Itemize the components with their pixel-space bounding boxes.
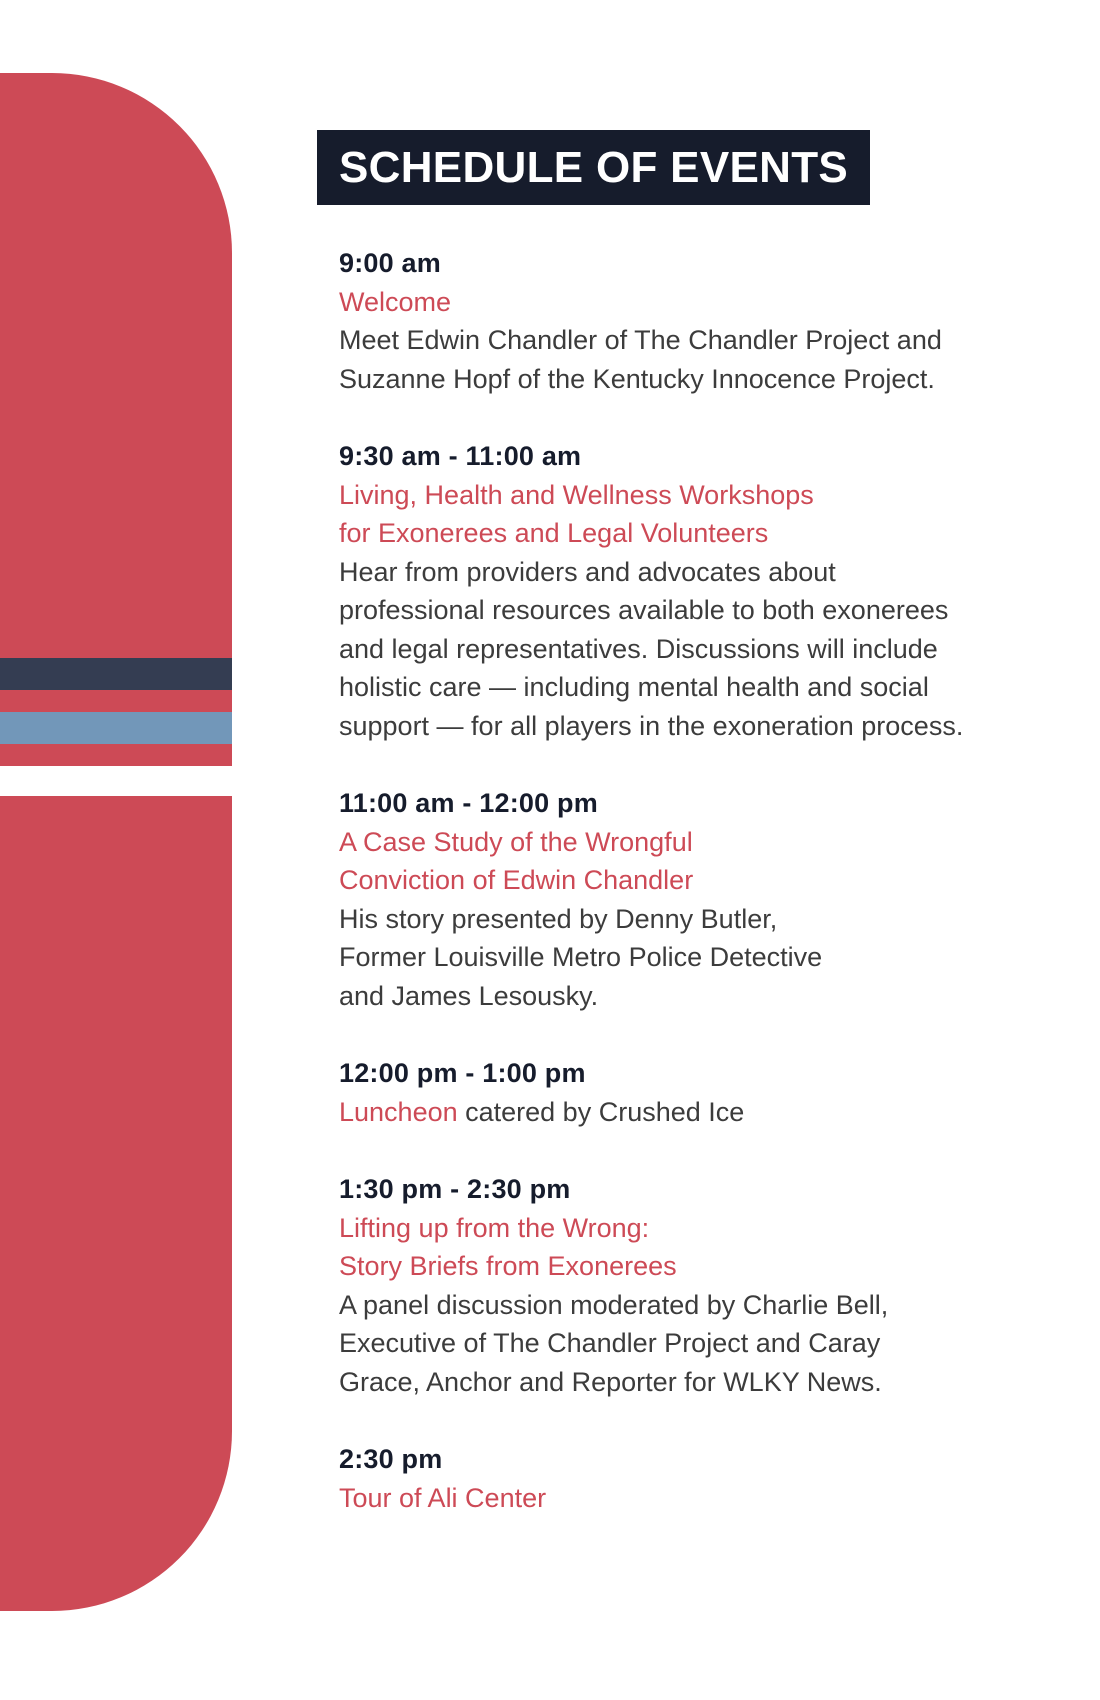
event-item <box>339 244 1079 398</box>
event-description: holistic care — including mental health and social <box>339 672 929 702</box>
event-description: support — for all players in the exoneration process. <box>339 710 964 741</box>
event-title: Living, Health and Wellness Workshops <box>339 479 814 510</box>
event-description: Meet Edwin Chandler of The Chandler Project and <box>339 325 942 355</box>
event-time: 2:30 pm <box>339 1444 443 1474</box>
event-item <box>339 437 1079 745</box>
event-title: Conviction of Edwin Chandler <box>339 865 694 895</box>
event-time: 12:00 pm - 1:00 pm <box>339 1058 586 1088</box>
event-time: 9:30 am - 11:00 am <box>339 441 582 471</box>
event-title: Lifting up from the Wrong: <box>339 1212 650 1243</box>
schedule-list <box>339 244 1079 1556</box>
event-item <box>339 1440 1079 1517</box>
event-description: Former Louisville Metro Police Detective <box>339 942 823 972</box>
event-title: Tour of Ali Center <box>339 1482 547 1513</box>
event-description: and legal representatives. Discussions will include <box>339 633 938 664</box>
event-description: Grace, Anchor and Reporter for WLKY News. <box>339 1366 882 1397</box>
page-title: SCHEDULE OF EVENTS <box>317 130 870 205</box>
event-description: Hear from providers and advocates about <box>339 556 836 587</box>
event-description: A panel discussion moderated by Charlie Bell, <box>339 1289 889 1320</box>
decorative-side-bar <box>0 73 232 1611</box>
event-item <box>339 1170 1079 1401</box>
event-time: 11:00 am - 12:00 pm <box>339 788 598 818</box>
blue-stripe <box>0 712 232 744</box>
event-time: 1:30 pm - 2:30 pm <box>339 1174 571 1204</box>
event-description: catered by Crushed Ice <box>457 1096 745 1127</box>
event-title: Story Briefs from Exonerees <box>339 1251 677 1281</box>
white-stripe <box>0 766 232 796</box>
event-description: His story presented by Denny Butler, <box>339 903 778 934</box>
event-description: and James Lesousky. <box>339 980 599 1011</box>
navy-stripe <box>0 658 232 690</box>
event-description: Executive of The Chandler Project and Caray <box>339 1328 881 1358</box>
event-title: Welcome <box>339 286 452 317</box>
event-item <box>339 784 1079 1015</box>
event-title: Luncheon <box>339 1096 458 1127</box>
event-description: professional resources available to both exonerees <box>339 595 949 625</box>
event-title: for Exonerees and Legal Volunteers <box>339 518 769 548</box>
event-inline-line <box>339 1093 1079 1132</box>
event-title: A Case Study of the Wrongful <box>339 826 693 857</box>
event-description: Suzanne Hopf of the Kentucky Innocence Project. <box>339 363 935 394</box>
event-item <box>339 1054 1079 1131</box>
event-time: 9:00 am <box>339 248 441 278</box>
